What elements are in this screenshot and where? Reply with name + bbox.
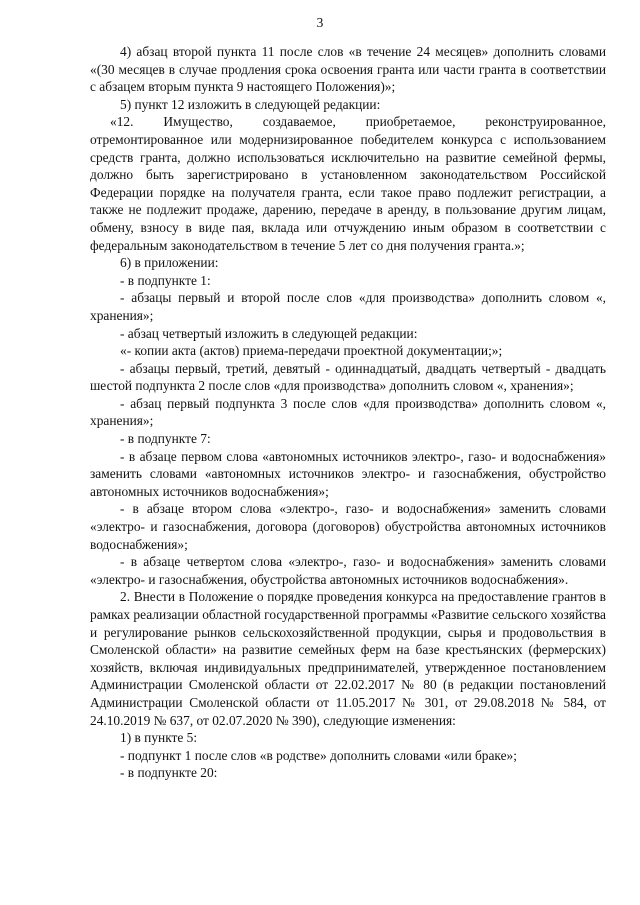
paragraph: «12. Имущество, создаваемое, приобретаемое, реконструированное, отремонтированное или модернизированное победителем конкурса с использованием средств гранта, должно использоваться исключительно на развитие семейной фермы, должно быть зарегистрировано в установленном законодательством Российской Федерации порядке на получателя гранта, если такое право подлежит регистрации, а также не подлежит продаже, дарению, передаче в аренду, в пользование другим лицам, обмену, взносу в виде пая, вклада или отчуждению иным образом в соответствии с федеральным законодательством в течение 5 лет со дня получения гранта.»; — [90, 114, 606, 253]
paragraph: «- копии акта (актов) приема-передачи проектной документации;»; — [120, 343, 503, 359]
paragraph: 1) в пункте 5: — [120, 730, 198, 746]
paragraph: - в абзаце первом слова «автономных источников электро-, газо- и водоснабжения» заменить словами «автономных источников электро- и газоснабжения, обустройство автономных источников водоснабжения»; — [90, 448, 606, 499]
paragraph: 4) абзац второй пункта 11 после слов «в течение 24 месяцев» дополнить словами «(30 месяцев в случае продления срока освоения гранта или части гранта в соответствии с абзацем вторым пункта 9 настоящего Положения)»; — [90, 44, 606, 95]
paragraph: - в абзаце четвертом слова «электро-, газо- и водоснабжения» заменить словами «электро- и газоснабжения, обустройства автономных источников водоснабжения». — [90, 554, 606, 587]
paragraph: - абзац первый подпункта 3 после слов «для производства» дополнить словом «, хранения»; — [90, 395, 606, 429]
paragraph: - в подпункте 20: — [120, 765, 218, 781]
document-body — [90, 43, 606, 782]
paragraph: - в подпункте 1: — [120, 272, 211, 288]
paragraph: - подпункт 1 после слов «в родстве» дополнить словами «или браке»; — [120, 747, 517, 763]
paragraph: 5) пункт 12 изложить в следующей редакции: — [120, 96, 381, 112]
paragraph: - абзацы первый, третий, девятый - одиннадцатый, двадцать четвертый - двадцать шестой подпункта 2 после слов «для производства» дополнить словом «, хранения»; — [90, 360, 606, 394]
page-number: 3 — [316, 15, 324, 30]
paragraph: - абзац четвертый изложить в следующей редакции: — [120, 325, 418, 341]
paragraph: - в абзаце втором слова «электро-, газо- и водоснабжения» заменить словами «электро- и газоснабжения, договора (договоров) обустройства автономных источников водоснабжения»; — [90, 501, 606, 552]
paragraph: - абзацы первый и второй после слов «для производства» дополнить словом «, хранения»; — [90, 290, 606, 323]
paragraph: - в подпункте 7: — [120, 431, 211, 447]
paragraph: 2. Внести в Положение о порядке проведения конкурса на предоставление грантов в рамках реализации областной государственной программы «Развитие сельского хозяйства и регулирование рынков сельскохозяйственной продукции, сырья и продовольствия в Смоленской области» на развитие семейных ферм на базе крестьянских (фермерских) хозяйств, включая индивидуальных предпринимателей, утвержденное постановлением Администрации Смоленской области от 22.02.2017 № 80 (в редакции постановлений Администрации Смоленской области от 11.05.2017 № 301, от 29.08.2018 № 584, от 24.10.2019 № 637, от 02.07.2020 № 390), следующие изменения: — [90, 589, 606, 728]
paragraph: 6) в приложении: — [120, 255, 219, 271]
